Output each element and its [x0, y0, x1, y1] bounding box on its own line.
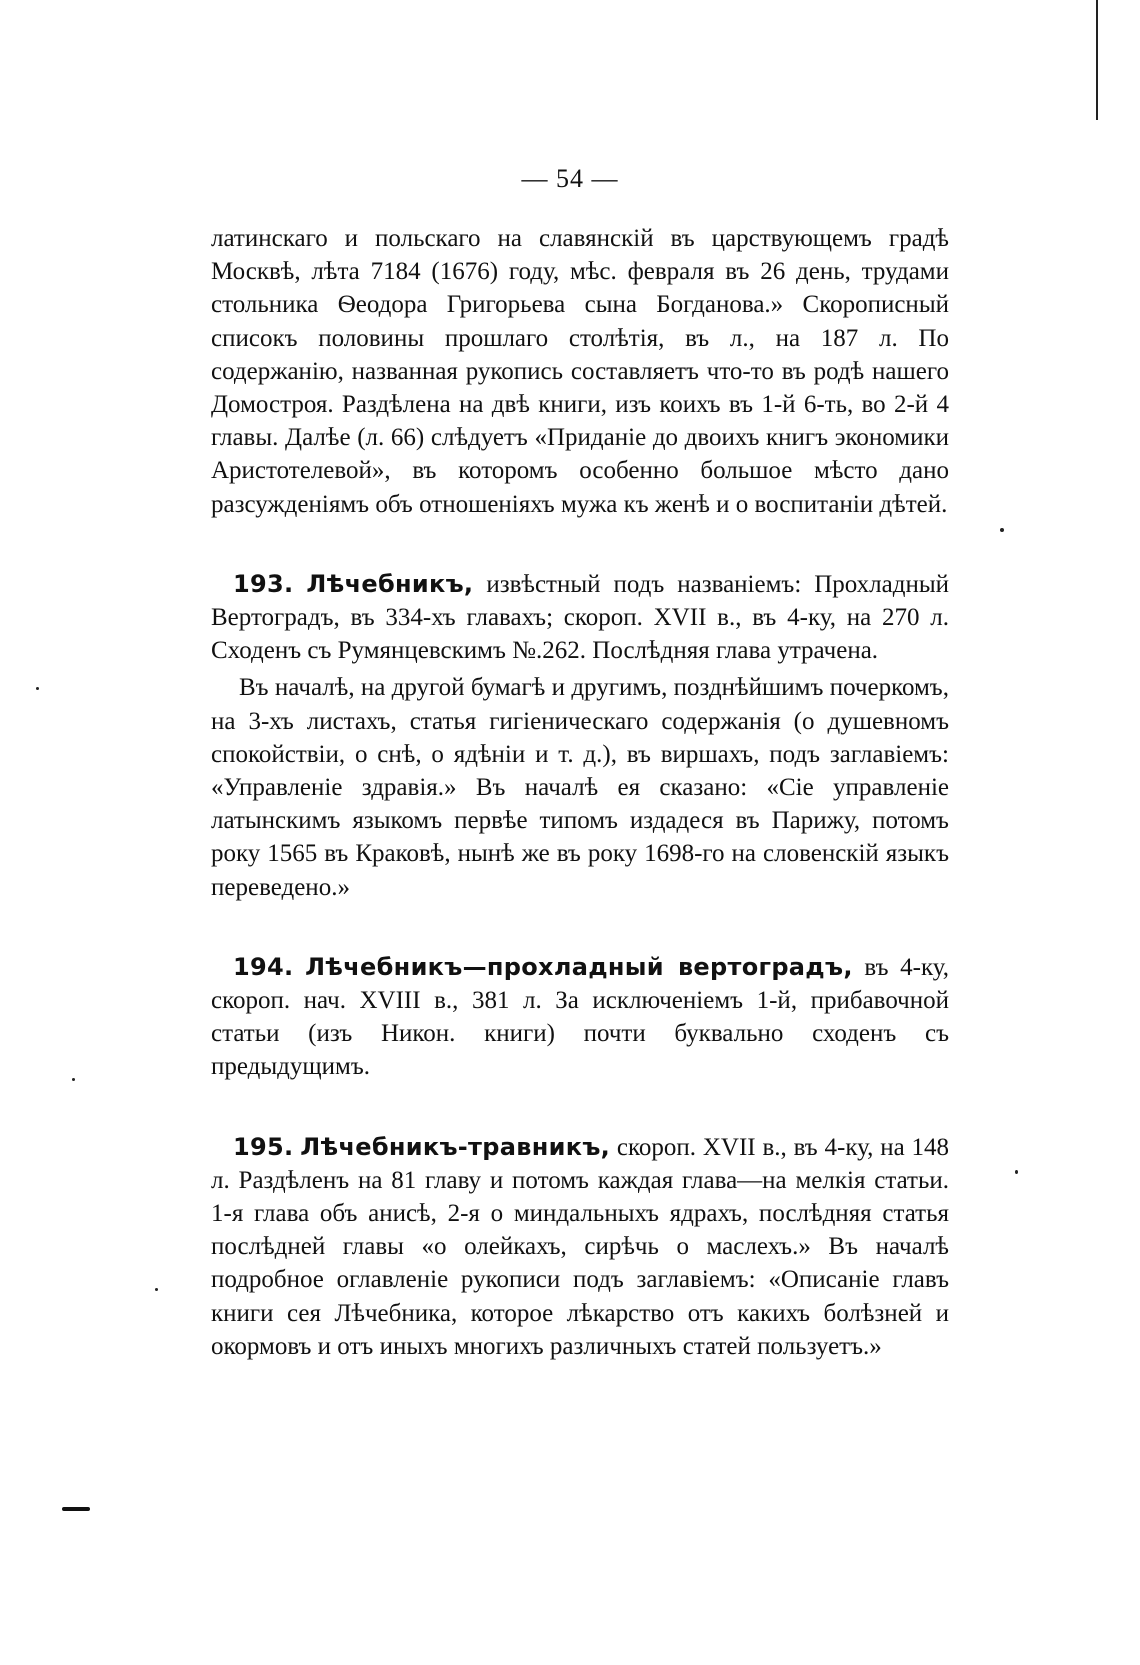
- entry-193-note-paragraph: Въ началѣ, на другой бумагѣ и другимъ, позднѣйшимъ почеркомъ, на 3-хъ листахъ, статья гигіеническаго содержанія (о душевномъ спокойствіи, о снѣ, о ядѣніи и т. д.), въ виршахъ, подъ заглавіемъ: «Управленіе здравія.» Въ началѣ ея сказано: «Сіе управленіе латынскимъ языкомъ первѣе типомъ издадеся въ Парижу, потомъ року 1565 въ Краковѣ, нынѣ же въ року 1698-го на словенскій языкъ переведено.»: [211, 674, 949, 901]
- print-speck: [155, 1288, 158, 1291]
- catalog-entry-195: [211, 1131, 949, 1363]
- print-speck: [1000, 528, 1004, 532]
- catalog-entry-194: [211, 951, 949, 1084]
- entry-number: 194.: [233, 952, 294, 981]
- page-number: — 54 —: [521, 164, 619, 193]
- margin-ink-mark: [62, 1507, 90, 1511]
- entry-title: Лѣчебникъ,: [306, 569, 474, 598]
- intro-paragraph: латинскаго и польскаго на славянскій въ царствующемъ градѣ Москвѣ, лѣта 7184 (1676) году, мѣс. февраля въ 26 день, трудами стольника Ѳеодора Григорьева сына Богданова.» Скорописный списокъ половины прошлаго столѣтія, въ л., на 187 л. По содержанію, названная рукопись составляетъ что-то въ родѣ нашего Домостроя. Раздѣлена на двѣ книги, изъ коихъ въ 1-й 6-ть, во 2-й 4 главы. Далѣе (л. 66) слѣдуетъ «Приданіе до двоихъ книгъ экономики Аристотелевой», въ которомъ особенно большое мѣсто дано разсужденіямъ объ отношеніяхъ мужа къ женѣ и о воспитаніи дѣтей.: [211, 225, 949, 518]
- print-speck: [72, 1078, 75, 1081]
- page-body: [211, 222, 949, 1363]
- entry-number: 193.: [233, 569, 294, 598]
- print-speck: [36, 687, 39, 690]
- entry-description: скороп. XVII в., въ 4-ку, на 148 л. Раздѣленъ на 81 главу и потомъ каждая глава—на мелкія статьи. 1-я глава объ анисѣ, 2-я о миндальныхъ ядрахъ, послѣдняя статья послѣдней главы «о олейкахъ, сирѣчь о маслехъ.» Въ началѣ подробное оглавленіе рукописи подъ заглавіемъ: «Описаніе главъ книги сея Лѣчебника, которое лѣкарство отъ какихъ болѣзней и окормовъ и отъ иныхъ многихъ различныхъ статей пользуетъ.»: [211, 1133, 950, 1360]
- catalog-entry-193: [211, 568, 949, 668]
- entry-title: Лѣчебникъ—прохладный вертоградъ,: [305, 952, 853, 981]
- entry-description: извѣстный подъ названіемъ: Прохладный Вертоградъ, въ 334-хъ главахъ; скороп. XVII в., въ 4-ку, на 270 л. Сходенъ съ Румянцевскимъ №.262. Послѣдняя глава утрачена.: [211, 570, 950, 665]
- page-edge-line: [1096, 0, 1098, 120]
- entry-description: въ 4-ку, скороп. нач. XVIII в., 381 л. За исключеніемъ 1-й, прибавочной статьи (изъ Никон. книги) почти буквально сходенъ съ предыдущимъ.: [211, 953, 950, 1081]
- print-speck: [1015, 1170, 1018, 1174]
- entry-title: Лѣчебникъ-травникъ,: [300, 1132, 611, 1161]
- entry-number: 195.: [233, 1132, 294, 1161]
